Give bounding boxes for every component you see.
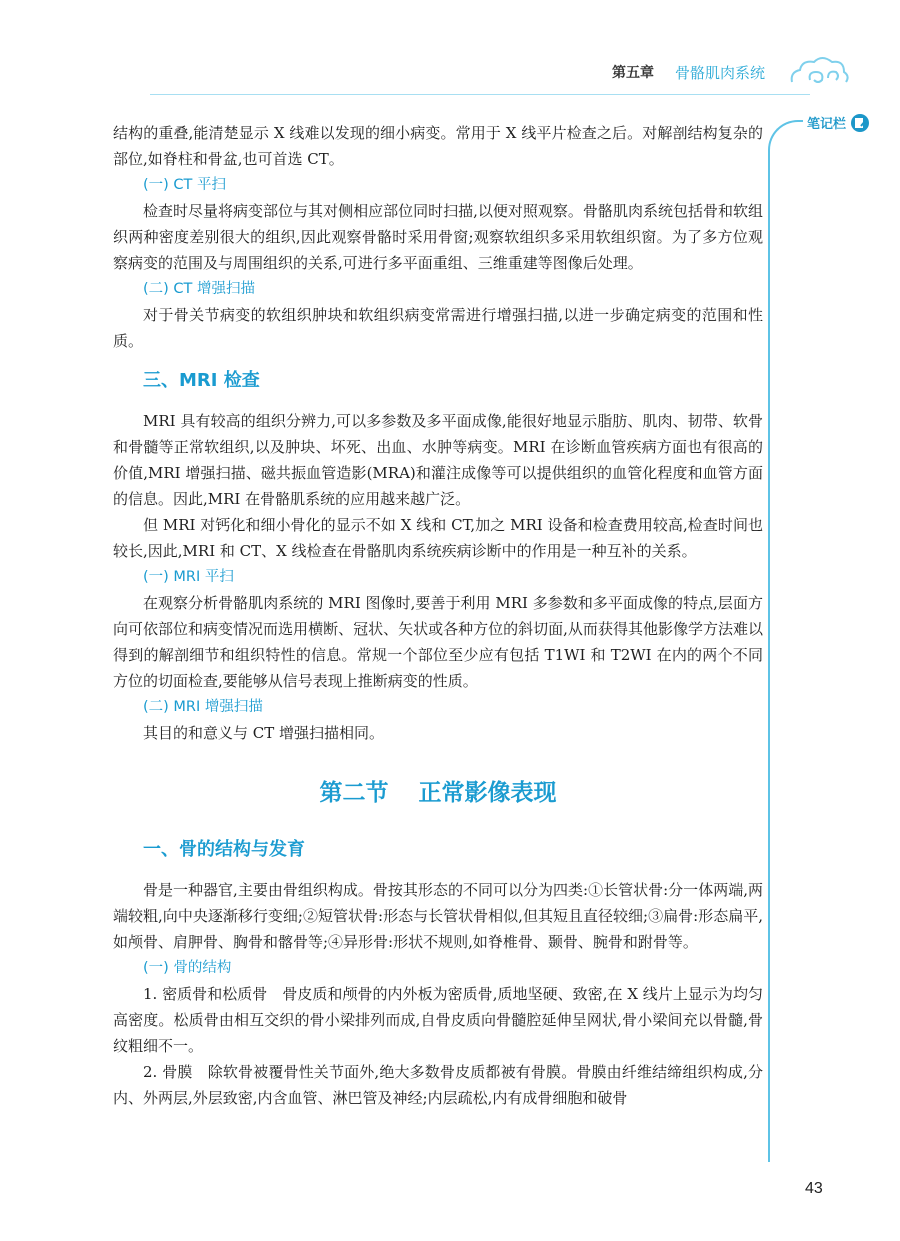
paragraph: 检查时尽量将病变部位与其对侧相应部位同时扫描,以便对照观察。骨骼肌肉系统包括骨和软组织两种密度差别很大的组织,因此观察骨骼时采用骨窗;观察软组织多采用软组织窗。为了多方位观察病变的范围及与周围组织的关系,可进行多平面重组、三维重建等图像后处理。 [113, 202, 763, 272]
header-title: 骨骼肌肉系统 [675, 64, 766, 82]
chapter-heading [113, 774, 763, 807]
paragraph: 骨是一种器官,主要由骨组织构成。骨按其形态的不同可以分为四类:①长管状骨:分一体两端,两端较粗,向中央逐渐移行变细;②短管状骨:形态与长管状骨相似,但其短且直径较细;③扁骨:形态扁平,如颅骨、肩胛骨、胸骨和髂骨等;④异形骨:形状不规则,如脊椎骨、颞骨、腕骨和跗骨等。 [113, 881, 763, 951]
paragraph: 其目的和意义与 CT 增强扫描相同。 [143, 724, 385, 742]
pencil-note-icon [850, 113, 870, 133]
paragraph: 在观察分析骨骼肌肉系统的 MRI 图像时,要善于利用 MRI 多参数和多平面成像的特点,层面方向可依部位和病变情况而选用横断、冠状、矢状或各种方位的斜切面,从而获得其他影像学方法难以得到的解剖细节和组织特性的信息。常规一个部位至少应有包括 T1WI 和 T2WI 在内的两个不同方位的切面检查,要能够从信号表现上推断病变的性质。 [113, 594, 763, 690]
subsection-ct-enhanced: (二) CT 增强扫描 [143, 281, 256, 297]
main-content [113, 120, 763, 1111]
section-heading-bone: 一、骨的结构与发育 [143, 839, 305, 860]
paragraph: 1. 密质骨和松质骨 骨皮质和颅骨的内外板为密质骨,质地坚硬、致密,在 X 线片上显示为均匀高密度。松质骨由相互交织的骨小梁排列而成,自骨皮质向骨髓腔延伸呈网状,骨小梁间充以骨髓,骨纹粗细不一。 [113, 985, 763, 1055]
paragraph: 对于骨关节病变的软组织肿块和软组织病变常需进行增强扫描,以进一步确定病变的范围和性质。 [113, 306, 763, 350]
paragraph: 结构的重叠,能清楚显示 X 线难以发现的细小病变。常用于 X 线平片检查之后。对解剖结构复杂的部位,如脊柱和骨盆,也可首选 CT。 [113, 124, 763, 168]
notes-label: 笔记栏 [803, 113, 850, 132]
subsection-mri-plain: (一) MRI 平扫 [143, 569, 234, 585]
header-chapter: 第五章 [612, 65, 654, 81]
paragraph: MRI 具有较高的组织分辨力,可以多参数及多平面成像,能很好地显示脂肪、肌肉、韧带、软骨和骨髓等正常软组织,以及肿块、坏死、出血、水肿等病变。MRI 在诊断血管疾病方面也有很高的价值,MRI 增强扫描、磁共振血管造影(MRA)和灌注成像等可以提供组织的血管化程度和血管方面的信息。因此,MRI 在骨骼肌系统的应用越来越广泛。 [113, 412, 763, 508]
cloud-ornament-icon [788, 52, 850, 92]
paragraph: 但 MRI 对钙化和细小骨化的显示不如 X 线和 CT,加之 MRI 设备和检查费用较高,检查时间也较长,因此,MRI 和 CT、X 线检查在骨骼肌肉系统疾病诊断中的作用是一种互补的关系。 [113, 516, 763, 560]
subsection-mri-enhanced: (二) MRI 增强扫描 [143, 699, 263, 715]
subsection-bone-structure: (一) 骨的结构 [143, 960, 232, 976]
chapter-section-number: 第二节 [319, 780, 389, 806]
chapter-section-title: 正常影像表现 [418, 780, 557, 806]
section-heading-mri: 三、MRI 检查 [143, 370, 260, 391]
paragraph: 2. 骨膜 除软骨被覆骨性关节面外,绝大多数骨皮质都被有骨膜。骨膜由纤维结缔组织构成,分内、外两层,外层致密,内含血管、淋巴管及神经;内层疏松,内有成骨细胞和破骨 [113, 1063, 763, 1107]
page-number: 43 [805, 1180, 823, 1197]
notes-margin-frame [768, 120, 830, 1162]
subsection-ct-plain: (一) CT 平扫 [143, 177, 227, 193]
header-divider [150, 94, 810, 95]
running-header [600, 52, 850, 92]
